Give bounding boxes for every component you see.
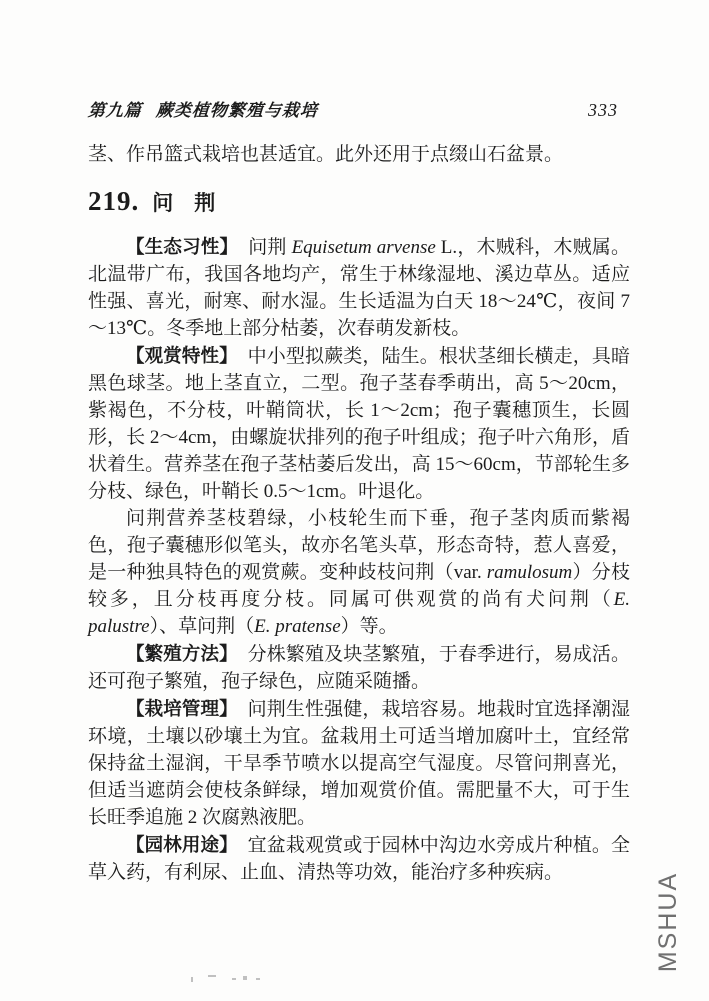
paragraph [88,233,630,342]
entry-number: 219. [88,186,140,216]
text-segment: 中小型拟蕨类，陆生。根状茎细长横走，具暗黑色球茎。地上茎直立，二型。孢子茎春季萌出，高 5～20cm，紫褐色，不分枝，叶鞘筒状，长 1～2cm；孢子囊穗顶生，长圆形，长 2～4cm，由螺旋状排列的孢子叶组成；孢子叶六角形，盾状着生。营养茎在孢子茎枯萎后发出，高 15～60cm，节部轮生多分枝、绿色，叶鞘长 0.5～1cm。叶退化。 [88,346,630,502]
paragraph [88,695,630,831]
paragraph [88,342,630,505]
text-segment: 【繁殖方法】 [126,643,229,664]
scan-artifact [191,977,193,982]
text-segment: E. pratense [254,616,341,637]
text-segment: 问荆生性强健，栽培容易。地栽时宜选择潮湿环境，土壤以砂壤土为宜。盆栽用土可适当增加腐叶土，宜经常保持盆土湿润，干旱季节喷水以提高空气湿度。尽管问荆喜光，但适当遮荫会使枝条鲜绿，增加观赏价值。需肥量不大，可于生长旺季追施 2 次腐熟液肥。 [88,699,630,828]
text-segment: 宜盆栽观赏或于园林中沟边水旁成片种植。全草入药，有利尿、止血、清热等功效，能治疗多种疾病。 [88,835,630,883]
text-segment: 【生态习性】 [126,236,229,257]
text-segment: L.，木贼科，木贼属。北温带广布，我国各地均产，常生于林缘湿地、溪边草丛。适应性强、喜光，耐寒、耐水湿。生长适温为白天 18～24℃，夜间 7～13℃。冬季地上部分枯萎，次春萌发新枝。 [88,237,630,339]
text-segment: Equisetum arvense [291,237,436,258]
page-content [88,96,630,886]
entry-body [88,233,630,886]
text-segment: 分株繁殖及块茎繁殖，于春季进行，易成活。还可孢子繁殖，孢子绿色，应随采随播。 [88,644,630,692]
chapter-title: 蕨类植物繁殖与栽培 [155,101,319,120]
scan-artifact [256,978,260,980]
page-number: 333 [588,100,618,120]
paragraph [88,505,630,640]
chapter-header [87,96,319,121]
text-segment: ）分枝较多，且分枝再度分枝。同属可供观赏的尚有犬问荆（ [88,562,630,610]
text-segment: 问荆营养茎枝碧绿，小枝轮生而下垂，孢子茎肉质而紫褐色，孢子囊穗形似笔头，故亦名笔头草，形态奇特，惹人喜爱，是一种独具特色的观赏蕨。变种歧枝问荆（var. [88,508,630,583]
text-segment: ）、草问荆（ [149,616,255,637]
text-segment: ramulosum [486,562,573,583]
text-segment: 问荆 [228,237,292,258]
entry-heading [88,185,630,220]
text-segment: 【栽培管理】 [126,698,229,719]
text-segment: 【观赏特性】 [126,345,229,366]
scan-artifact [243,976,247,980]
paragraph [88,640,630,695]
text-segment: ）等。 [340,616,398,637]
chapter-label: 第九篇 [87,101,143,120]
entry-title: 问 荆 [152,192,216,215]
scan-artifact [208,975,216,977]
paragraph [88,831,630,886]
watermark: MSHUA [654,871,682,973]
text-segment: E. palustre [88,589,630,637]
intro-paragraph: 茎、作吊篮式栽培也甚适宜。此外还用于点缀山石盆景。 [88,144,564,165]
running-header [88,96,630,118]
text-segment: 【园林用途】 [126,834,229,855]
scan-artifact [232,978,236,980]
